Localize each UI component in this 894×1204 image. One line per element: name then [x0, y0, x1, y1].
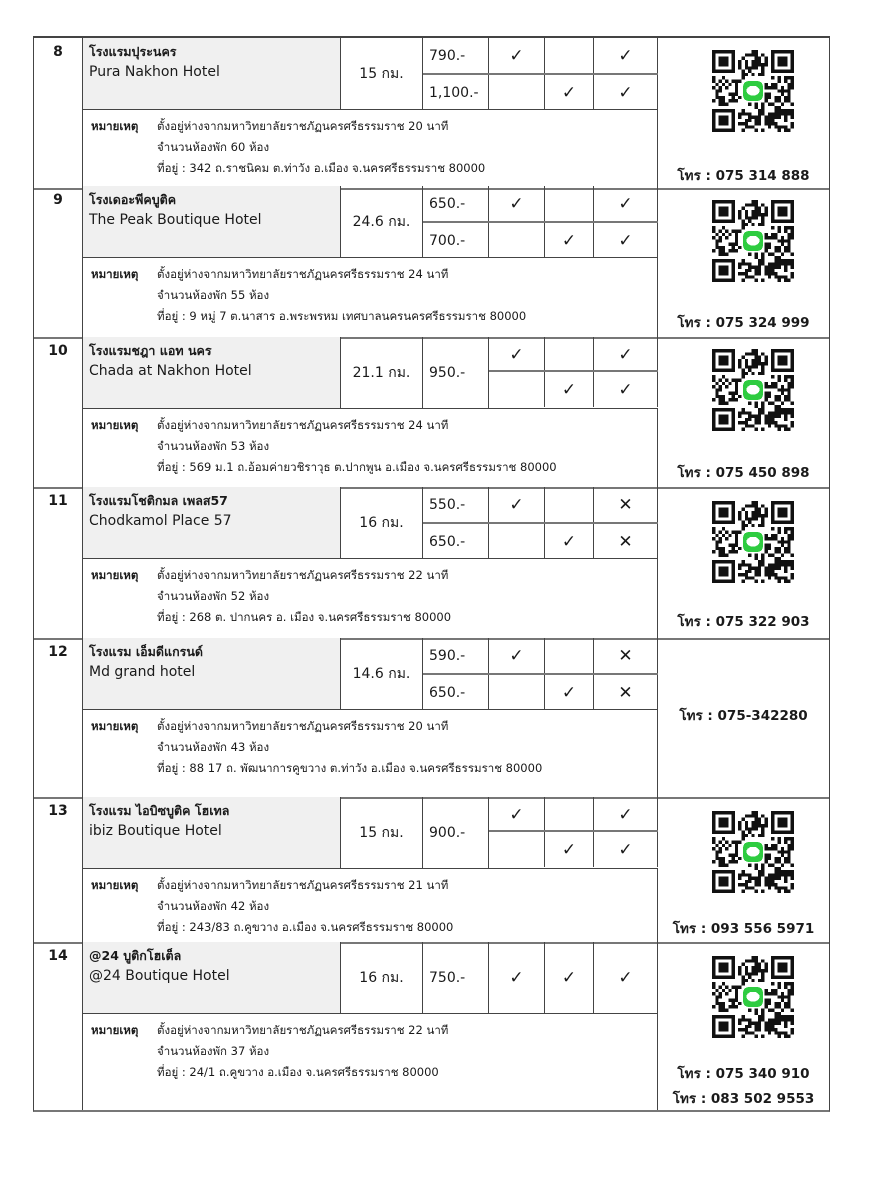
amenity-mark: ✕ [594, 675, 658, 710]
contact-cell [658, 797, 829, 942]
hotel-name-english: Chodkamol Place 57 [89, 513, 232, 529]
amenity-mark: ✓ [545, 372, 594, 407]
phone-number[interactable]: โทร : 075 450 898 [677, 465, 810, 481]
note-line [91, 1020, 657, 1041]
hotel-notes [83, 559, 658, 638]
distance: 24.6 กม. [341, 186, 423, 258]
hotel-name-cell [83, 337, 341, 409]
note-label: หมายเหตุ [91, 719, 139, 733]
note-address: ที่อยู่ : 243/83 ถ.คูขวาง อ.เมือง จ.นครศรีธรรมราช 80000 [157, 920, 454, 934]
amenity-mark [545, 797, 594, 832]
hotel-number: 10 [34, 337, 83, 487]
amenity-mark: ✓ [489, 337, 545, 372]
distance: 14.6 กม. [341, 638, 423, 710]
hotel-notes [83, 258, 658, 337]
amenity-mark: ✓ [594, 223, 658, 258]
amenity-mark [489, 223, 545, 258]
hotel-name-cell [83, 186, 341, 258]
note-travel-time: ตั้งอยู่ห่างจากมหาวิทยาลัยราชภัฏนครศรีธรรมราช 24 นาที [157, 267, 449, 281]
price-span [423, 372, 489, 407]
hotel-notes [83, 1014, 658, 1110]
price-row [423, 337, 658, 381]
hotel-number: 11 [34, 487, 83, 638]
phone-number[interactable]: โทร : 075 324 999 [677, 315, 810, 331]
amenity-mark [545, 337, 594, 372]
note-travel-time: ตั้งอยู่ห่างจากมหาวิทยาลัยราชภัฏนครศรีธรรมราช 24 นาที [157, 418, 449, 432]
hotel-name-english: The Peak Boutique Hotel [89, 212, 262, 228]
hotel-name-cell [83, 38, 341, 110]
phone-number[interactable]: โทร : 083 502 9553 [672, 1091, 815, 1107]
hotel-name-cell [83, 942, 341, 1014]
hotel-name-thai: โรงเดอะพีคบูติค [89, 192, 177, 207]
hotel-entry [33, 638, 830, 799]
amenity-mark: ✓ [594, 942, 658, 1014]
amenity-mark [489, 524, 545, 559]
hotel-notes [83, 409, 658, 487]
amenity-mark: ✓ [545, 832, 594, 867]
contact-cell [658, 942, 829, 1110]
phone-number[interactable]: โทร : 075 314 888 [677, 168, 810, 184]
amenity-mark: ✓ [594, 337, 658, 372]
hotel-number: 12 [34, 638, 83, 797]
price-row [423, 832, 658, 867]
room-price: 750.- [423, 942, 489, 1014]
amenity-mark: ✓ [489, 38, 545, 73]
hotel-notes [83, 710, 658, 797]
amenity-mark: ✓ [489, 797, 545, 832]
note-room-count: จำนวนห้องพัก 52 ห้อง [157, 589, 270, 603]
phone-number[interactable]: โทร : 093 556 5971 [672, 921, 815, 937]
price-grid [423, 186, 658, 258]
amenity-mark: ✓ [489, 487, 545, 522]
amenity-mark: ✓ [489, 638, 545, 673]
price-row [423, 372, 658, 407]
phone-number[interactable]: โทร : 075 322 903 [677, 614, 810, 630]
hotel-entry [33, 487, 830, 640]
amenity-mark [489, 75, 545, 110]
hotel-name-cell [83, 797, 341, 869]
note-line [91, 116, 657, 137]
distance: 15 กม. [341, 38, 423, 110]
amenity-mark: ✓ [594, 38, 658, 73]
room-price: 650.- [423, 186, 489, 221]
note-travel-time: ตั้งอยู่ห่างจากมหาวิทยาลัยราชภัฏนครศรีธรรมราช 21 นาที [157, 878, 449, 892]
note-label: หมายเหตุ [91, 1023, 139, 1037]
price-row [423, 73, 658, 110]
hotel-name-thai: โรงแรม เอ็มดีแกรนด์ [89, 644, 204, 659]
hotel-name-english: Md grand hotel [89, 664, 196, 680]
note-label: หมายเหตุ [91, 418, 139, 432]
amenity-mark: ✓ [594, 797, 658, 832]
hotel-name-thai: @24 บูติกโฮเต็ล [89, 948, 182, 963]
room-price: 900.- [423, 797, 489, 869]
price-row [423, 221, 658, 258]
note-address: ที่อยู่ : 569 ม.1 ถ.อ้อมค่ายวชิราวุธ ต.ปากพูน อ.เมือง จ.นครศรีธรรมราช 80000 [157, 460, 557, 474]
room-price: 650.- [423, 675, 489, 710]
room-price: 590.- [423, 638, 489, 673]
note-line [91, 716, 657, 737]
hotel-name-thai: โรงแรมชฎา แอท นคร [89, 343, 212, 358]
distance: 21.1 กม. [341, 337, 423, 409]
amenity-mark: ✓ [545, 524, 594, 559]
note-address: ที่อยู่ : 9 หมู่ 7 ต.นาสาร อ.พระพรหม เทศบาลนครนครศรีธรรมราช 80000 [157, 309, 527, 323]
hotel-name-thai: โรงแรมปุระนคร [89, 44, 177, 59]
amenity-mark [489, 372, 545, 407]
contact-cell [658, 487, 829, 638]
amenity-mark [489, 832, 545, 867]
hotel-name-cell [83, 487, 341, 559]
amenity-mark: ✕ [594, 524, 658, 559]
note-room-count: จำนวนห้องพัก 43 ห้อง [157, 740, 270, 754]
hotel-name-english: ibiz Boutique Hotel [89, 823, 222, 839]
line-qr-code[interactable] [712, 349, 794, 431]
note-address: ที่อยู่ : 342 ถ.ราชนิคม ต.ท่าวัง อ.เมือง จ.นครศรีธรรมราช 80000 [157, 161, 486, 175]
price-row [423, 942, 658, 1014]
amenity-mark [489, 675, 545, 710]
amenity-mark: ✓ [545, 75, 594, 110]
hotel-name-english: Chada at Nakhon Hotel [89, 363, 252, 379]
price-grid [423, 942, 658, 1014]
distance: 16 กม. [341, 942, 423, 1014]
hotel-name-thai: โรงแรมโชติกมล เพลส57 [89, 493, 228, 508]
price-row [423, 186, 658, 221]
room-price: 1,100.- [423, 75, 489, 110]
contact-cell [658, 337, 829, 487]
note-room-count: จำนวนห้องพัก 42 ห้อง [157, 899, 270, 913]
price-grid [423, 38, 658, 110]
price-row [423, 38, 658, 73]
note-line [91, 415, 657, 436]
hotel-name-english: @24 Boutique Hotel [89, 968, 230, 984]
note-travel-time: ตั้งอยู่ห่างจากมหาวิทยาลัยราชภัฏนครศรีธรรมราช 22 นาที [157, 1023, 449, 1037]
note-address: ที่อยู่ : 24/1 ถ.คูขวาง อ.เมือง จ.นครศรีธรรมราช 80000 [157, 1065, 439, 1079]
amenity-mark: ✓ [594, 372, 658, 407]
amenity-mark: ✓ [489, 186, 545, 221]
room-price: 790.- [423, 38, 489, 73]
contact-cell [658, 186, 829, 337]
hotel-number: 8 [34, 38, 83, 188]
hotel-number: 13 [34, 797, 83, 942]
note-room-count: จำนวนห้องพัก 55 ห้อง [157, 288, 270, 302]
note-label: หมายเหตุ [91, 568, 139, 582]
price-grid [423, 337, 658, 409]
line-qr-code[interactable] [712, 501, 794, 583]
note-travel-time: ตั้งอยู่ห่างจากมหาวิทยาลัยราชภัฏนครศรีธรรมราช 20 นาที [157, 719, 449, 733]
price-row [423, 522, 658, 559]
amenity-mark: ✓ [594, 186, 658, 221]
note-line [91, 565, 657, 586]
note-address: ที่อยู่ : 268 ต. ปากนคร อ. เมือง จ.นครศรีธรรมราช 80000 [157, 610, 452, 624]
note-room-count: จำนวนห้องพัก 53 ห้อง [157, 439, 270, 453]
note-travel-time: ตั้งอยู่ห่างจากมหาวิทยาลัยราชภัฏนครศรีธรรมราช 22 นาที [157, 568, 449, 582]
room-price: 950.- [423, 337, 489, 409]
hotel-entry [33, 337, 830, 489]
note-room-count: จำนวนห้องพัก 37 ห้อง [157, 1044, 270, 1058]
amenity-mark: ✓ [594, 832, 658, 867]
price-span [423, 832, 489, 867]
amenity-mark: ✓ [545, 675, 594, 710]
amenity-mark: ✓ [545, 942, 594, 1014]
hotel-number: 14 [34, 942, 83, 1110]
price-row [423, 487, 658, 522]
line-qr-code[interactable] [712, 200, 794, 282]
note-label: หมายเหตุ [91, 119, 139, 133]
note-label: หมายเหตุ [91, 267, 139, 281]
phone-number[interactable]: โทร : 075 340 910 [677, 1066, 810, 1082]
amenity-mark: ✓ [545, 223, 594, 258]
amenity-mark [545, 487, 594, 522]
note-line [91, 264, 657, 285]
contact-cell [658, 38, 829, 188]
phone-number[interactable]: โทร : 075-342280 [679, 708, 808, 724]
price-row [423, 638, 658, 673]
room-price: 550.- [423, 487, 489, 522]
amenity-mark: ✓ [489, 942, 545, 1014]
note-address: ที่อยู่ : 88 17 ถ. พัฒนาการคูขวาง ต.ท่าวัง อ.เมือง จ.นครศรีธรรมราช 80000 [157, 761, 543, 775]
price-grid [423, 487, 658, 559]
amenity-mark: ✕ [594, 487, 658, 522]
hotel-entry [33, 186, 830, 339]
line-qr-code[interactable] [712, 956, 794, 1038]
amenity-mark: ✕ [594, 638, 658, 673]
hotel-entry [33, 942, 830, 1112]
price-row [423, 673, 658, 710]
note-line [91, 875, 657, 896]
amenity-mark: ✓ [594, 75, 658, 110]
price-row [423, 797, 658, 841]
room-price: 700.- [423, 223, 489, 258]
hotel-name-english: Pura Nakhon Hotel [89, 64, 220, 80]
room-price: 650.- [423, 524, 489, 559]
line-qr-code[interactable] [712, 50, 794, 132]
hotel-notes [83, 869, 658, 942]
contact-cell [658, 638, 829, 797]
distance: 15 กม. [341, 797, 423, 869]
price-grid [423, 797, 658, 869]
hotel-entry [33, 797, 830, 944]
distance: 16 กม. [341, 487, 423, 559]
hotel-entry [33, 36, 830, 190]
note-travel-time: ตั้งอยู่ห่างจากมหาวิทยาลัยราชภัฏนครศรีธรรมราช 20 นาที [157, 119, 449, 133]
amenity-mark [545, 638, 594, 673]
amenity-mark [545, 38, 594, 73]
amenity-mark [545, 186, 594, 221]
hotel-number: 9 [34, 186, 83, 337]
hotel-name-thai: โรงแรม ไอบิซบูติค โฮเทล [89, 803, 230, 818]
note-room-count: จำนวนห้องพัก 60 ห้อง [157, 140, 270, 154]
hotel-name-cell [83, 638, 341, 710]
price-grid [423, 638, 658, 710]
line-qr-code[interactable] [712, 811, 794, 893]
note-label: หมายเหตุ [91, 878, 139, 892]
hotel-notes [83, 110, 658, 188]
